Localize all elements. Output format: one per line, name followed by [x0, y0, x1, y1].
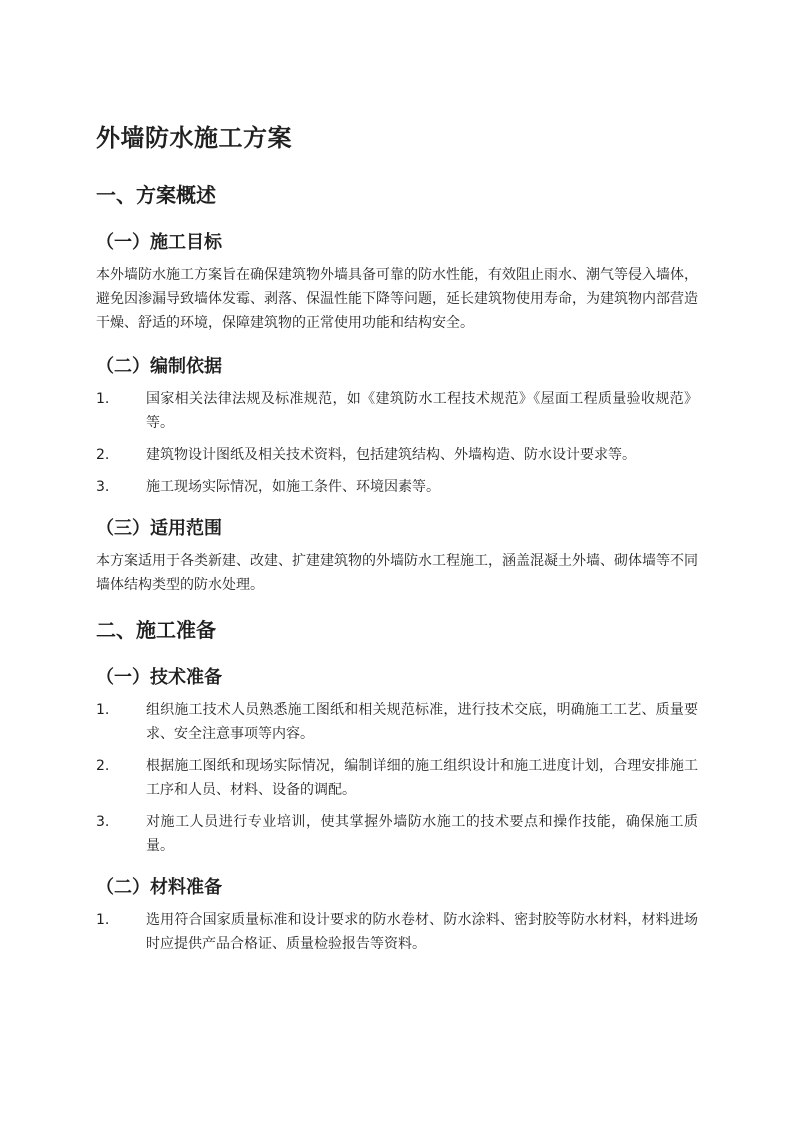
list-item-text: 组织施工技术人员熟悉施工图纸和相关规范标准，进行技术交底，明确施工工艺、质量要求、安全注意事项等内容。 [146, 702, 698, 742]
scope-paragraph: 本方案适用于各类新建、改建、扩建建筑物的外墙防水工程施工，涵盖混凝土外墙、砌体墙等不同墙体结构类型的防水处理。 [96, 553, 698, 593]
material-prep-list [96, 908, 698, 956]
list-item-text: 国家相关法律法规及标准规范，如《建筑防水工程技术规范》《屋面工程质量验收规范》等。 [146, 391, 698, 431]
list-item [96, 698, 698, 746]
subsection-heading-technical-prep: （一）技术准备 [96, 667, 222, 688]
list-item-number: 2. [96, 447, 110, 463]
list-item-text: 施工现场实际情况，如施工条件、环境因素等。 [146, 479, 440, 495]
subsection-heading-basis: （二）编制依据 [96, 356, 222, 377]
list-item [96, 387, 698, 435]
section-heading-overview: 一、方案概述 [96, 183, 216, 207]
subsection-heading-material-prep: （二）材料准备 [96, 877, 222, 898]
list-item [96, 810, 698, 858]
basis-list [96, 387, 698, 499]
goal-paragraph: 本外墙防水施工方案旨在确保建筑物外墙具备可靠的防水性能，有效阻止雨水、潮气等侵入墙体，避免因渗漏导致墙体发霉、剥落、保温性能下降等问题，延长建筑物使用寿命，为建筑物内部营造干燥、舒适的环境，保障建筑物的正常使用功能和结构安全。 [96, 267, 698, 331]
list-item-text: 根据施工图纸和现场实际情况，编制详细的施工组织设计和施工进度计划，合理安排施工工序和人员、材料、设备的调配。 [146, 758, 698, 798]
list-item [96, 443, 698, 467]
list-item-text: 选用符合国家质量标准和设计要求的防水卷材、防水涂料、密封胶等防水材料，材料进场时应提供产品合格证、质量检验报告等资料。 [146, 912, 698, 952]
technical-prep-list [96, 698, 698, 858]
list-item-number: 1. [96, 912, 110, 928]
list-item-number: 3. [96, 479, 110, 495]
subsection-heading-goal: （一）施工目标 [96, 232, 222, 253]
list-item [96, 475, 698, 499]
list-item [96, 908, 698, 956]
list-item-text: 对施工人员进行专业培训，使其掌握外墙防水施工的技术要点和操作技能，确保施工质量。 [146, 814, 698, 854]
list-item-text: 建筑物设计图纸及相关技术资料，包括建筑结构、外墙构造、防水设计要求等。 [146, 447, 636, 463]
list-item [96, 754, 698, 802]
list-item-number: 1. [96, 391, 110, 407]
document-title: 外墙防水施工方案 [96, 124, 292, 152]
list-item-number: 3. [96, 814, 110, 830]
section-heading-preparation: 二、施工准备 [96, 618, 216, 642]
list-item-number: 2. [96, 758, 110, 774]
subsection-heading-scope: （三）适用范围 [96, 518, 222, 539]
list-item-number: 1. [96, 702, 110, 718]
